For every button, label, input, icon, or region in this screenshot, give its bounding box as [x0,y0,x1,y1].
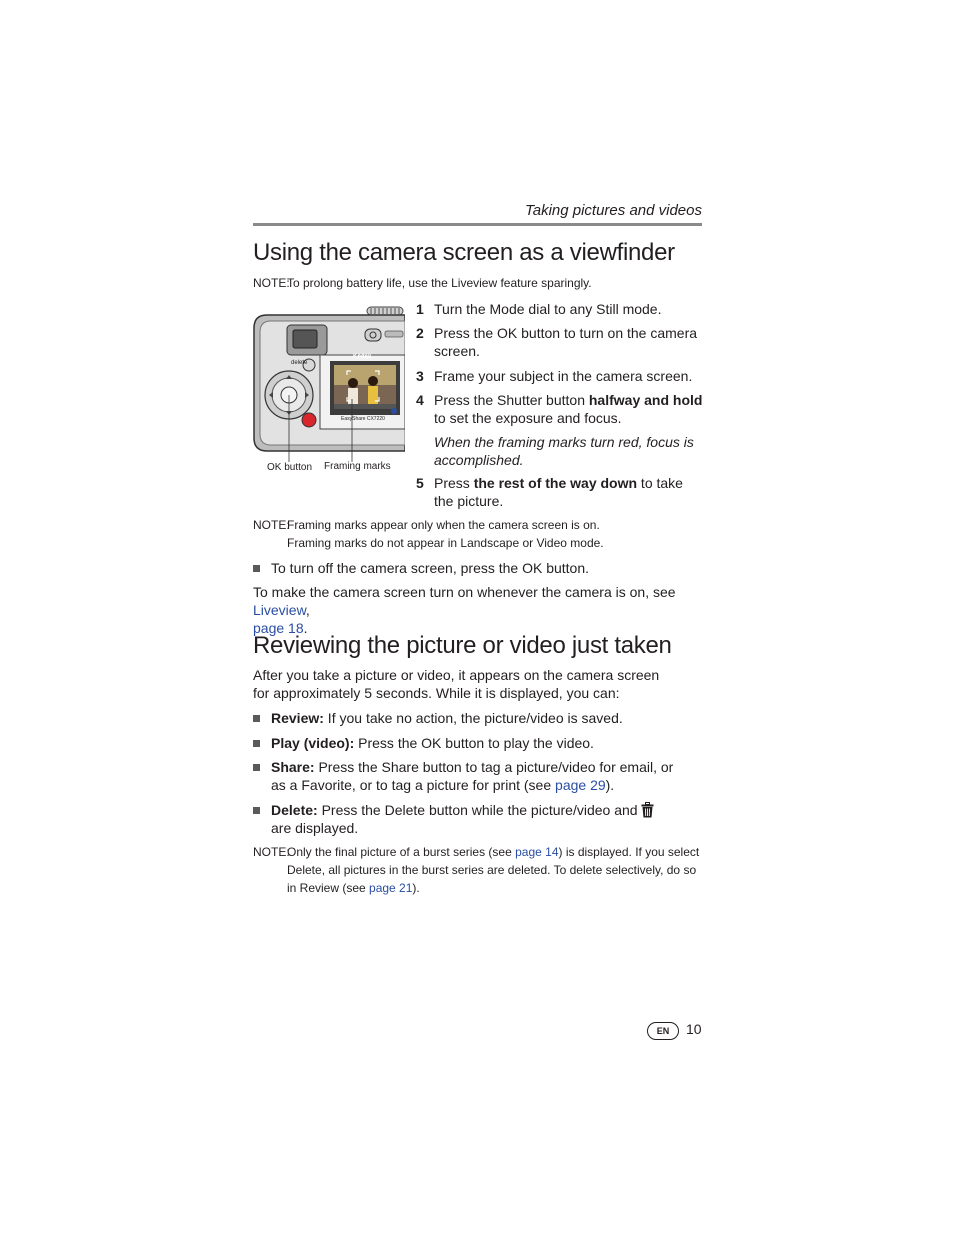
step-text-pre: Press the Shutter button [434,392,589,408]
bullet-end: ). [605,777,615,793]
step-5 [416,474,706,510]
bullet-turn-off-screen [253,559,702,577]
bullet-text [271,801,673,837]
step-1 [416,300,706,318]
bullet-marker [253,740,260,747]
page-number: 10 [686,1021,702,1037]
step-number: 2 [416,325,424,341]
model-label: EasyShare CX7220 [341,416,385,422]
step-text-bold: halfway and hold [588,392,703,408]
step-2 [416,324,706,360]
step-text: Turn the Mode dial to any Still mode. [434,301,662,317]
bullet-text [271,758,683,794]
camera-illustration [253,305,405,475]
camera-back-figure [253,305,405,475]
note-burst-series [253,843,702,897]
link-page-18[interactable]: page 18 [253,620,304,636]
bullet-marker [253,807,260,814]
note-line: Framing marks appear only when the camera screen is on. [287,518,600,532]
bullet-end: are displayed. [271,820,359,836]
note-text-pre: Only the final picture of a burst series (see [287,845,516,859]
note-label: NOTE: [253,276,290,290]
step-number: 1 [416,301,424,317]
bullet-body: Press the Delete button while the picture/video and [317,802,642,818]
liveview-paragraph [253,583,702,637]
step-text: Frame your subject in the camera screen. [434,368,693,384]
step-number: 3 [416,368,424,384]
step-text-post: to take the picture. [434,475,683,509]
caption-framing-marks: Framing marks [324,461,391,472]
link-page-14[interactable]: page 14 [515,845,559,859]
step-text-bold: the rest of the way down [473,475,638,491]
link-page-29[interactable]: page 29 [555,777,606,793]
step-text-pre: Press [434,475,474,491]
bullet-label: Share: [271,759,315,775]
note-framing-marks [253,516,702,552]
bullet-label: Play (video): [271,735,355,751]
header-rule [253,223,702,226]
note-text: To prolong battery life, use the Liveview feature sparingly. [287,276,592,290]
bullet-marker [253,715,260,722]
step-3 [416,367,706,385]
bullet-delete [253,801,673,837]
bullet-body: Press the OK button to play the video. [354,735,594,751]
bullet-marker [253,565,260,572]
step-text-post: to set the exposure and focus. [434,410,622,426]
step-text [434,474,706,510]
brand-label: Kodak [353,354,372,360]
step-4 [416,391,706,469]
link-page-21[interactable]: page 21 [369,881,413,895]
bullet-body: Press the Share button to tag a picture/video for email, or as a Favorite, or to tag a picture for print (see [271,759,674,793]
note-text-end: ). [412,881,420,895]
review-intro: After you take a picture or video, it appears on the camera screen for approximately 5 seconds. While it is displayed, you can: [253,667,660,701]
running-header: Taking pictures and videos [524,202,702,219]
link-liveview[interactable]: Liveview [253,602,306,618]
bullet-text [271,709,702,727]
paragraph-text: To make the camera screen turn on whenever the camera is on, see [253,584,676,600]
delete-button-label: delete [291,360,308,366]
bullet-label: Delete: [271,802,318,818]
paragraph-punct: , [305,602,310,618]
bullet-text [271,734,702,752]
bullet-review [253,709,702,727]
note-line: Framing marks do not appear in Landscape or Video mode. [287,536,604,550]
section-title-viewfinder: Using the camera screen as a viewfinder [253,239,675,266]
bullet-play-video [253,734,702,752]
section-title-reviewing: Reviewing the picture or video just taken [253,632,672,659]
bullet-text: To turn off the camera screen, press the OK button. [271,560,590,576]
note-label: NOTE: [253,518,290,532]
bullet-body: If you take no action, the picture/video is saved. [323,710,623,726]
step-number: 4 [416,392,424,408]
bullet-share [253,758,683,794]
trash-icon [641,802,654,818]
language-badge: EN [647,1022,679,1040]
bullet-label: Review: [271,710,324,726]
note-text-mid: ) is displayed. If you select Delete, all pictures in the burst series are deleted. To delete selectively, do so in Review (see [287,845,700,895]
bullet-marker [253,764,260,771]
step-text [434,391,706,427]
note-battery [253,274,702,292]
note-text [253,843,702,897]
caption-ok-button: OK button [267,462,313,473]
paragraph-punct: . [303,620,308,636]
step-result-note: When the framing marks turn red, focus is accomplished. [434,434,694,468]
note-label: NOTE: [253,845,290,859]
step-number: 5 [416,475,424,491]
step-text: Press the OK button to turn on the camera screen. [434,325,698,359]
